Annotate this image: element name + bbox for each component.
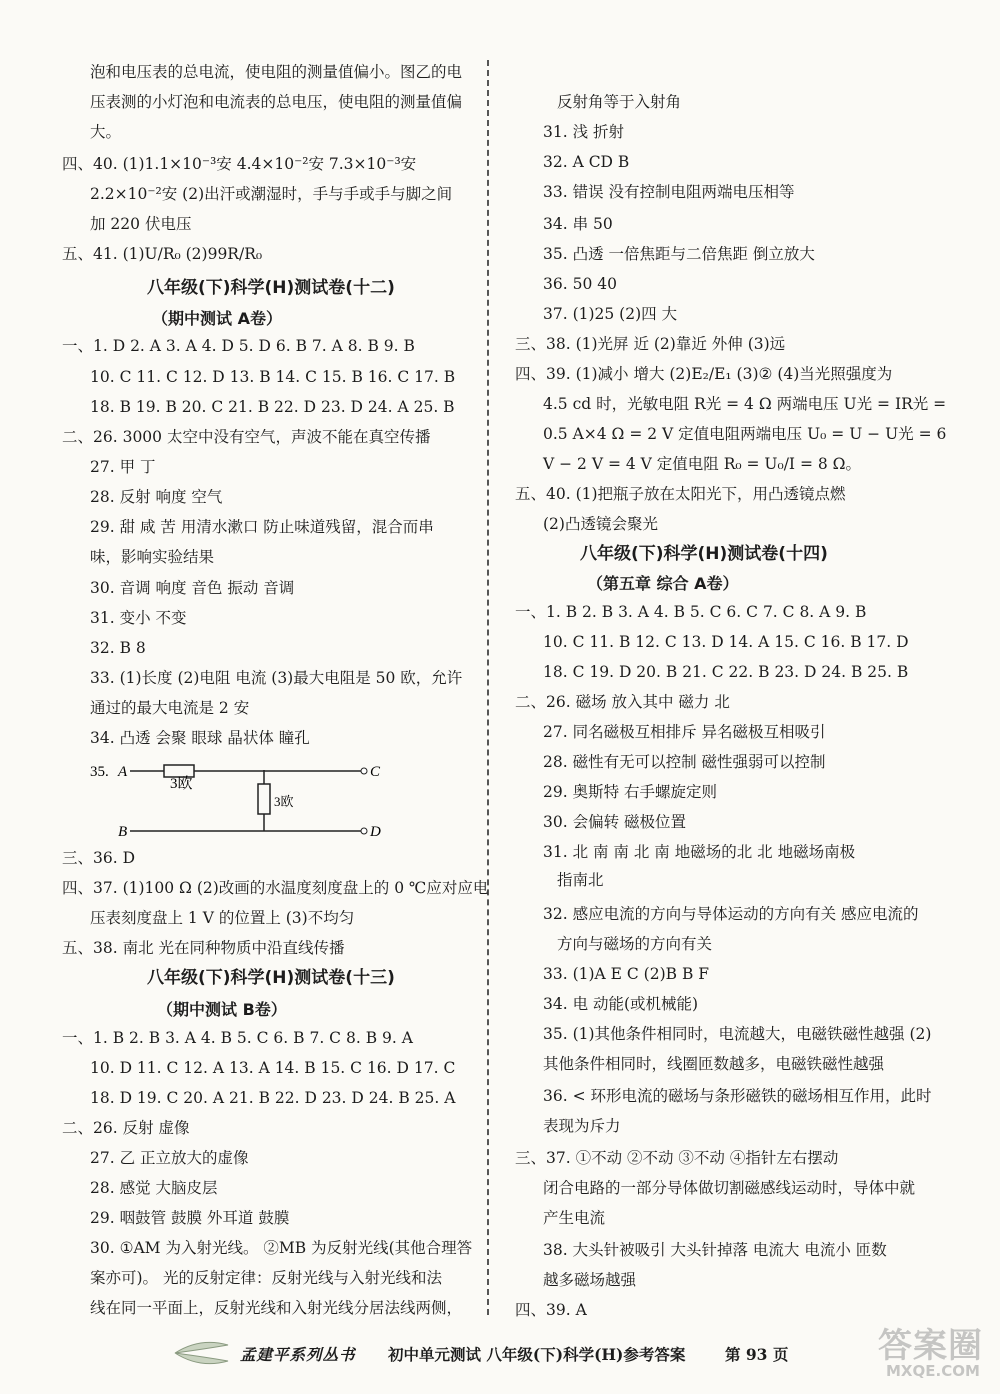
text-line: 反射角等于入射角 — [557, 93, 682, 111]
text-line: 三、38. (1)光屏 近 (2)靠近 外伸 (3)远 — [515, 335, 786, 353]
text-line: 31. 浅 折射 — [543, 123, 625, 141]
text-line: 38. 大头针被吸引 大头针掉落 电流大 电流小 匝数 — [543, 1241, 887, 1259]
answer-row: 18. D 19. C 20. A 21. B 22. D 23. D 24. B 25. A — [90, 1089, 456, 1107]
text-line: 30. 会偏转 磁极位置 — [543, 813, 687, 831]
text-line: 27. 同名磁极互相排斥 异名磁极互相吸引 — [543, 723, 826, 741]
text-line: 其他条件相同时，线圈匝数越多，电磁铁磁性越强 — [543, 1055, 885, 1073]
text-line: 37. (1)25 (2)四 大 — [543, 305, 678, 323]
watermark-text: 答案圈 — [878, 1326, 983, 1366]
terminal-d — [361, 828, 367, 834]
text-line: 36. 50 40 — [543, 275, 617, 293]
resistor-middle-label: 3欧 — [274, 794, 294, 809]
answer-row: 18. C 19. D 20. B 21. C 22. B 23. D 24. B 25. B — [543, 663, 909, 681]
answer-row: 10. D 11. C 12. A 13. A 14. B 15. C 16. D 17. C — [90, 1059, 456, 1077]
answer-row: 一、1. B 2. B 3. A 4. B 5. C 6. C 7. C 8. A 9. B — [515, 603, 867, 621]
section-subtitle: （期中测试 B卷） — [157, 1000, 287, 1019]
page-footer — [0, 1335, 1000, 1371]
text-line: 28. 感觉 大脑皮层 — [90, 1179, 218, 1197]
text-line: 二、26. 磁场 放入其中 磁力 北 — [515, 693, 730, 711]
text-line: 32. A CD B — [543, 153, 630, 171]
answer-row: 10. C 11. B 12. C 13. D 14. A 15. C 16. B 17. D — [543, 633, 909, 651]
terminal-b-label: B — [118, 824, 128, 840]
text-line: 三、37. ①不动 ②不动 ③不动 ④指针左右摆动 — [515, 1149, 839, 1167]
text-line: 压表刻度盘上 1 V 的位置上 (3)不均匀 — [90, 909, 355, 927]
text-line: 27. 甲 丁 — [90, 458, 156, 476]
leaf-ornament-icon — [170, 1335, 230, 1371]
text-line: 五、40. (1)把瓶子放在太阳光下，用凸透镜点燃 — [515, 485, 846, 503]
text-line: 三、36. D — [62, 849, 136, 867]
text-line: 32. B 8 — [90, 639, 146, 657]
text-line: 33. 错误 没有控制电阻两端电压相等 — [543, 183, 795, 201]
text-line: 四、37. (1)100 Ω (2)改画的水温度刻度盘上的 0 ℃应对应电 — [62, 879, 489, 897]
text-line: 味，影响实验结果 — [90, 548, 215, 566]
text-line: 四、39. A — [515, 1301, 587, 1319]
terminal-d-label: D — [370, 824, 381, 840]
text-line: 2.2×10⁻²安 (2)出汗或潮湿时，手与手或手与脚之间 — [90, 185, 453, 203]
text-line: 29. 咽鼓管 鼓膜 外耳道 鼓膜 — [90, 1209, 290, 1227]
text-line: 4.5 cd 时，光敏电阻 R光 = 4 Ω 两端电压 U光 = IR光 = — [543, 395, 947, 413]
text-line: 0.5 A×4 Ω = 2 V 定值电阻两端电压 U₀ = U − U光 = 6 — [543, 425, 947, 443]
text-line: 方向与磁场的方向有关 — [557, 935, 713, 953]
text-line: (2)凸透镜会聚光 — [543, 515, 658, 533]
text-line: 35. (1)其他条件相同时，电流越大，电磁铁磁性越强 (2) — [543, 1025, 932, 1043]
text-line: 四、40. (1)1.1×10⁻³安 4.4×10⁻²安 7.3×10⁻³安 — [62, 155, 417, 173]
answer-row: 一、1. D 2. A 3. A 4. D 5. D 6. B 7. A 8. B 9. B — [62, 337, 415, 355]
text-line: 案亦可)。 光的反射定律：反射光线与入射光线和法 — [90, 1269, 442, 1287]
section-title: 八年级(下)科学(H)测试卷(十三) — [147, 968, 395, 988]
text-line: V − 2 V = 4 V 定值电阻 R₀ = U₀/I = 8 Ω。 — [543, 455, 862, 473]
watermark-url: MXQE.COM — [886, 1362, 980, 1380]
text-line: 30. 音调 响度 音色 振动 音调 — [90, 579, 295, 597]
text-line: 35. 凸透 一倍焦距与二倍焦距 倒立放大 — [543, 245, 815, 263]
column-divider — [487, 60, 489, 1315]
section-title: 八年级(下)科学(H)测试卷(十四) — [580, 544, 828, 564]
text-line: 加 220 伏电压 — [90, 215, 192, 233]
text-line: 五、41. (1)U/R₀ (2)99R/R₀ — [62, 245, 263, 263]
page-number: 第 93 页 — [725, 1345, 789, 1364]
section-subtitle: （期中测试 A卷） — [152, 309, 282, 328]
text-line: 34. 串 50 — [543, 215, 613, 233]
text-line: 28. 磁性有无可以控制 磁性强弱可以控制 — [543, 753, 826, 771]
text-line: 29. 甜 咸 苦 用清水漱口 防止味道残留，混合而串 — [90, 518, 434, 536]
series-name: 孟建平系列丛书 — [240, 1345, 356, 1364]
text-line: 28. 反射 响度 空气 — [90, 488, 223, 506]
section-subtitle: （第五章 综合 A卷） — [587, 574, 739, 593]
text-line: 表现为斥力 — [543, 1117, 621, 1135]
resistor-middle — [258, 784, 270, 814]
resistor-top-label: 3欧 — [170, 776, 193, 790]
text-line: 31. 北 南 南 北 南 地磁场的北 北 地磁场南极 — [543, 843, 856, 861]
question-number: 35. — [90, 764, 109, 780]
text-line: 27. 乙 正立放大的虚像 — [90, 1149, 249, 1167]
text-line: 二、26. 反射 虚像 — [62, 1119, 190, 1137]
text-line: 36. < 环形电流的磁场与条形磁铁的磁场相互作用，此时 — [543, 1087, 932, 1105]
text-line: 指南北 — [557, 871, 604, 889]
text-line: 四、39. (1)减小 增大 (2)E₂/E₁ (3)② (4)当光照强度为 — [515, 365, 893, 383]
circuit-diagram-lower — [52, 770, 392, 840]
terminal-c-label: C — [370, 764, 381, 780]
text-line: 闭合电路的一部分导体做切割磁感线运动时，导体中就 — [543, 1179, 916, 1197]
text-line: 32. 感应电流的方向与导体运动的方向有关 感应电流的 — [543, 905, 919, 923]
section-title: 八年级(下)科学(H)测试卷(十二) — [147, 278, 395, 298]
text-line: 33. (1)长度 (2)电阻 电流 (3)最大电阻是 50 欧，允许 — [90, 669, 463, 687]
text-line: 泡和电压表的总电流，使电阻的测量值偏小。图乙的电 — [90, 63, 463, 81]
text-line: 30. ①AM 为入射光线。 ②MB 为反射光线(其他合理答 — [90, 1239, 473, 1257]
watermark-logo — [878, 1318, 993, 1388]
terminal-a-label: A — [118, 764, 128, 780]
text-line: 越多磁场越强 — [543, 1271, 637, 1289]
text-line: 产生电流 — [543, 1209, 606, 1227]
answer-row: 一、1. B 2. B 3. A 4. B 5. C 6. B 7. C 8. B 9. A — [62, 1029, 413, 1047]
text-line: 五、38. 南北 光在同种物质中沿直线传播 — [62, 939, 345, 957]
text-line: 二、26. 3000 太空中没有空气，声波不能在真空传播 — [62, 428, 431, 446]
text-line: 线在同一平面上，反射光线和入射光线分居法线两侧， — [90, 1299, 463, 1317]
text-line: 通过的最大电流是 2 安 — [90, 699, 250, 717]
text-line: 压表测的小灯泡和电流表的总电压，使电阻的测量值偏 — [90, 93, 463, 111]
answer-row: 18. B 19. B 20. C 21. B 22. D 23. D 24. A 25. B — [90, 398, 455, 416]
text-line: 大。 — [90, 123, 122, 141]
answer-row: 10. C 11. C 12. D 13. B 14. C 15. B 16. C 17. B — [90, 368, 456, 386]
text-line: 34. 电 动能(或机械能) — [543, 995, 699, 1013]
footer-title: 初中单元测试 八年级(下)科学(H)参考答案 — [388, 1345, 686, 1364]
text-line: 29. 奥斯特 右手螺旋定则 — [543, 783, 718, 801]
text-line: 33. (1)A E C (2)B B F — [543, 965, 710, 983]
text-line: 34. 凸透 会聚 眼球 晶状体 瞳孔 — [90, 729, 310, 747]
text-line: 31. 变小 不变 — [90, 609, 187, 627]
